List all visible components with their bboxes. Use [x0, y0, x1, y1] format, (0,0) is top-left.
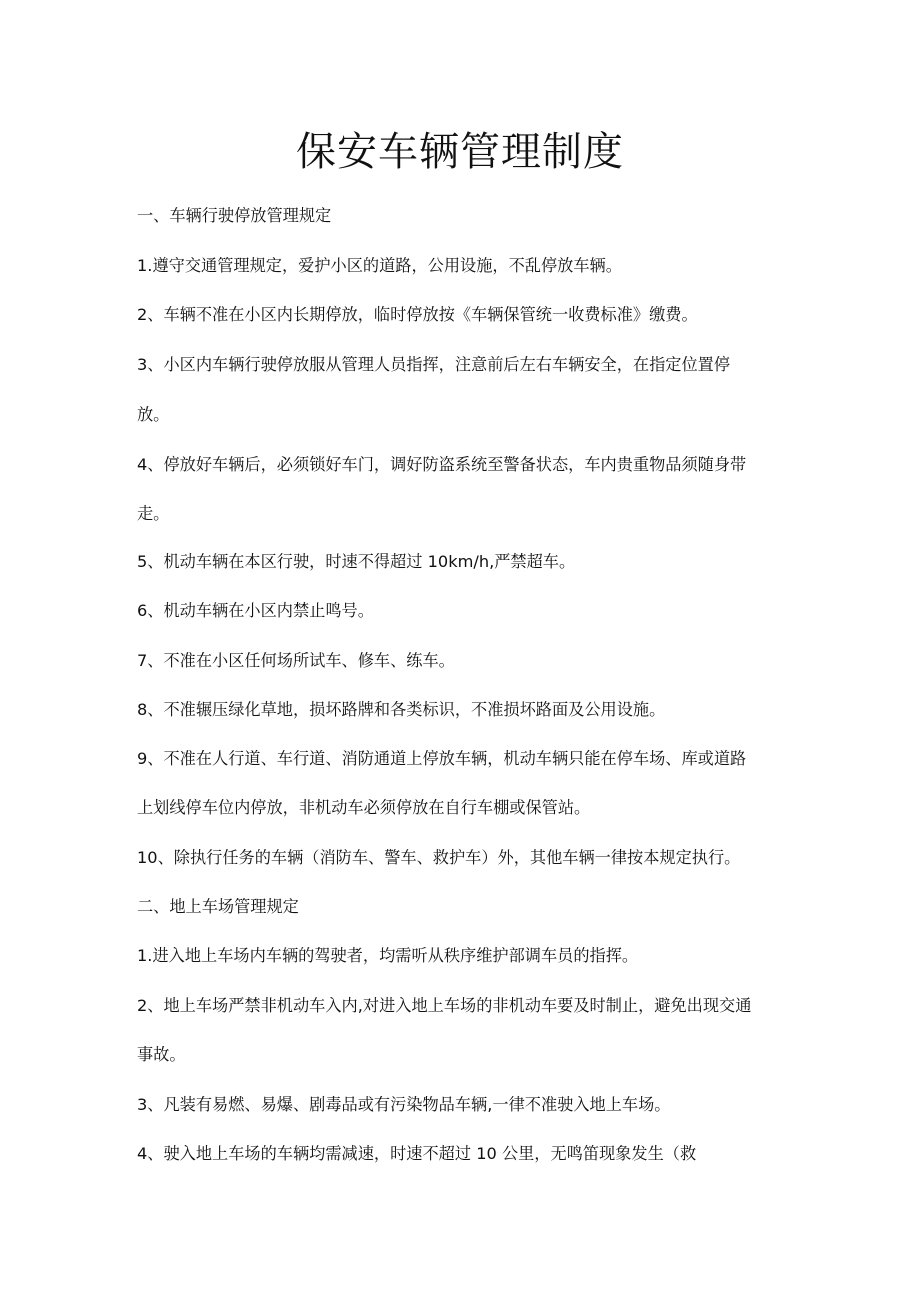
rule-line: 1.进入地上车场内车辆的驾驶者，均需听从秩序维护部调车员的指挥。 [137, 946, 639, 965]
rule-line: 7、不准在小区任何场所试车、修车、练车。 [137, 651, 455, 670]
rule-line: 4、停放好车辆后，必须锁好车门，调好防盗系统至警备状态，车内贵重物品须随身带 [137, 455, 747, 474]
rule-line: 8、不准辗压绿化草地，损坏路牌和各类标识，不准损坏路面及公用设施。 [137, 700, 666, 719]
rule-line: 10、除执行任务的车辆（消防车、警车、救护车）外，其他车辆一律按本规定执行。 [137, 848, 741, 867]
rule-line: 9、不准在人行道、车行道、消防通道上停放车辆，机动车辆只能在停车场、库或道路 [137, 749, 747, 768]
section-heading-1: 一、车辆行驶停放管理规定 [137, 206, 332, 225]
rule-line: 5、机动车辆在本区行驶，时速不得超过 10km/h,严禁超车。 [137, 552, 576, 571]
rule-line: 2、车辆不准在小区内长期停放，临时停放按《车辆保管统一收费标准》缴费。 [137, 305, 698, 324]
rule-line: 3、小区内车辆行驶停放服从管理人员指挥，注意前后左右车辆安全，在指定位置停 [137, 355, 731, 374]
rule-line-continued: 走。 [137, 504, 170, 523]
rule-line: 6、机动车辆在小区内禁止鸣号。 [137, 601, 374, 620]
rule-line-continued: 放。 [137, 405, 170, 424]
rule-line-continued: 事故。 [137, 1045, 186, 1064]
rule-line: 1.遵守交通管理规定，爱护小区的道路，公用设施，不乱停放车辆。 [137, 256, 622, 275]
rule-line: 2、地上车场严禁非机动车入内,对进入地上车场的非机动车要及时制止，避免出现交通 [137, 996, 752, 1015]
section-heading-2: 二、地上车场管理规定 [137, 897, 299, 916]
document-title: 保安车辆管理制度 [296, 129, 624, 175]
rule-line: 4、驶入地上车场的车辆均需减速，时速不超过 10 公里，无鸣笛现象发生（救 [137, 1144, 697, 1163]
rule-line: 3、凡装有易燃、易爆、剧毒品或有污染物品车辆,一律不准驶入地上车场。 [137, 1095, 671, 1114]
rule-line-continued: 上划线停车位内停放，非机动车必须停放在自行车棚或保管站。 [137, 798, 591, 817]
